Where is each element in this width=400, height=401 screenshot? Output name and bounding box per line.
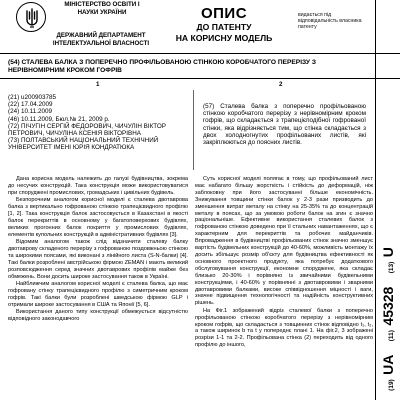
biblio-filing-date: (22) 17.04.2009 <box>8 101 53 109</box>
country-code-prefix: (19) <box>388 378 395 391</box>
body-paragraph: Відомим аналогом також слід відзначити сталеву балку двотаврову складеного перерізу з гофрованою поздовжньою стінкою та широкими поясами, які виконані з лінійного листа (S-N-балки) [4]. Такі балки розроблені австрійською фірмою ZEMAN і мають великий розповсюдження серед значних двотаврових профілів майже без обмежень. Вони досить широке застосування також в Україні. <box>8 239 188 280</box>
column-number-left: 1 <box>96 81 100 88</box>
body-paragraph: Безпорочним аналогом корисної моделі є сталева двотаврова балка з вертикально гофрованою стінкою трапецієвидного профілю [1, 2]. Така конструкція балок застосовується в Казахстані в якості балок перекриттів в основному у багатоповерхових будівлях, великих прогонних балок покриття у промислових будівлях, елементів купольних конструкцій в адміністративних будівлях [3]. <box>8 197 188 238</box>
claim-text: (57) Сталева балка з поперечно профільованою стінкою коробчатого перерізу з нерівномірним кроком гофрів, що складається з трапецієподібної гофрованої стінки, яка відрізняється тим, що стінка складається з двох холодногнутих профільованих листів, які закріплюються до поясних листів. <box>203 103 366 147</box>
biblio-effective-date: (24) 10.11.2009 <box>8 108 52 116</box>
body-paragraph: На Фіг.1 зображений відріз сталевої балки з поперечно профільованою стінкою коробчатого перерізу з нерівномірним кроком гофрів, що складається з товщинних стінок відповідно t₁, t₂, а також ширинок b та t у попереднє плані 1. На фіг.2, 3 зображені розрізи 1-1 та 2-2. Профільована стінка (2) переходить від одного профілю до іншого, <box>195 307 373 349</box>
body-column-left <box>8 176 188 324</box>
patent-number-prefix: (11) <box>388 329 395 341</box>
country-code: UA <box>380 354 396 375</box>
side-number-rule <box>375 0 376 400</box>
column-number-right: 2 <box>279 81 283 88</box>
document-subtitle-line2: НА КОРИСНУ МОДЕЛЬ <box>175 32 273 43</box>
biblio-owner: (73) ПОЛТАВСЬКИЙ НАЦІОНАЛЬНИЙ ТЕХНІЧНИЙ УНІВЕРСИТЕТ ІМЕНІ ЮРІЯ КОНДРАТЮКА <box>8 137 159 152</box>
department-name: ДЕРЖАВНИЙ ДЕПАРТАМЕНТ ІНТЕЛЕКТУАЛЬНОЇ ВЛАСНОСТІ <box>52 32 150 47</box>
body-paragraph: Дана корисна модель належить до галузі будівництва, зокрема до несучих конструкцій. Така конструкція може використовуватися при споруджені промислових, громадських і цивільних будівель. <box>8 176 188 196</box>
body-paragraph: Найближчим аналогом корисної моделі є сталева балка, що має гофровану стінку трапецієвидного профілю з симетричним кроком гофрів. Такі балки були розроблені шведською фірмою GLP і отримали широке застосування в США та Японії [5, 6]. <box>8 281 188 308</box>
biblio-publication-date: (46) 10.11.2009, Бюл.№ 21, 2009 р. <box>8 115 110 123</box>
body-paragraph: Використання даного типу конструкції обмежується відсутністю відповідного законодавчого <box>8 309 188 323</box>
biblio-application-number: (21) u200903785 <box>8 94 56 101</box>
kind-code-prefix: (13) <box>388 261 395 273</box>
body-paragraph: Суть корисної моделі полягає в тому, що профільований лист має набагато більшу жорсткість і стійкість до деформацій, ніж заблоковну при його застосуванні більше економічність. Знижування товщини стінки балок у 2-3 рази призводить до зменшення витрат металу на стінку на 25-35% та до концентрацій металу в поясах, що за умовою роботи балок на згин є значно раціональніше. Ефективне використання сталевих балок з гофрованою стінкою доведено при її стальних навантаженнях, що є характерним для перекриттів та робочих майданчиків. Впровадження в будівництві профільованих стінок значно зменшує вартість будівельних конструкцій до 40-60%, можливість монтажу їх досить збільшує розмір об'єкту для будівництва ефективності як основного проектного продукту, яка потребує додаткового обслуговування конструкції, економне споруджене, яка складає близько 20-30% і порівняно із звичайними будівельними конструкціями, і 40-60% у порівнянні з двотавровими і зварними двотавровими балками, високе співвідношення міцності і ваги, значне підвищення технологічності та надійність конструктивних рішень. <box>195 176 373 307</box>
column-divider <box>193 90 194 170</box>
bibliographic-data <box>8 94 186 152</box>
ministry-name: МІНІСТЕРСТВО ОСВІТИ І НАУКИ УКРАЇНИ <box>64 1 140 16</box>
body-column-right <box>195 176 373 350</box>
kind-code: U <box>380 246 396 257</box>
patent-title: (54) СТАЛЕВА БАЛКА З ПОПЕРЕЧНО ПРОФІЛЬОВАНОЮ СТІНКОЮ КОРОБЧАТОГО ПЕРЕРІЗУ З НЕРІВНОМІРНИМ КРОКОМ ГОФРІВ <box>8 59 316 74</box>
trident-emblem-icon <box>16 2 46 32</box>
patent-number: 45328 <box>380 286 396 326</box>
biblio-inventors: (72) ПІЧУГІН СЕРГІЙ ФЕДОРОВИЧ, ЧИЧУЛІН ВІКТОР ПЕТРОВИЧ, ЧИЧУЛІНА КСЕНІЯ ВІКТОРІВНА <box>8 122 166 138</box>
patent-number-vertical <box>379 236 399 401</box>
document-title-block <box>168 6 280 43</box>
title-bottom-rule <box>0 78 400 79</box>
document-subtitle-line1: ДО ПАТЕНТУ <box>196 22 252 32</box>
header-top-rule <box>0 53 400 54</box>
document-type: ОПИС <box>200 5 248 22</box>
issuance-note: видається під відповідальність власника патенту <box>298 12 362 31</box>
